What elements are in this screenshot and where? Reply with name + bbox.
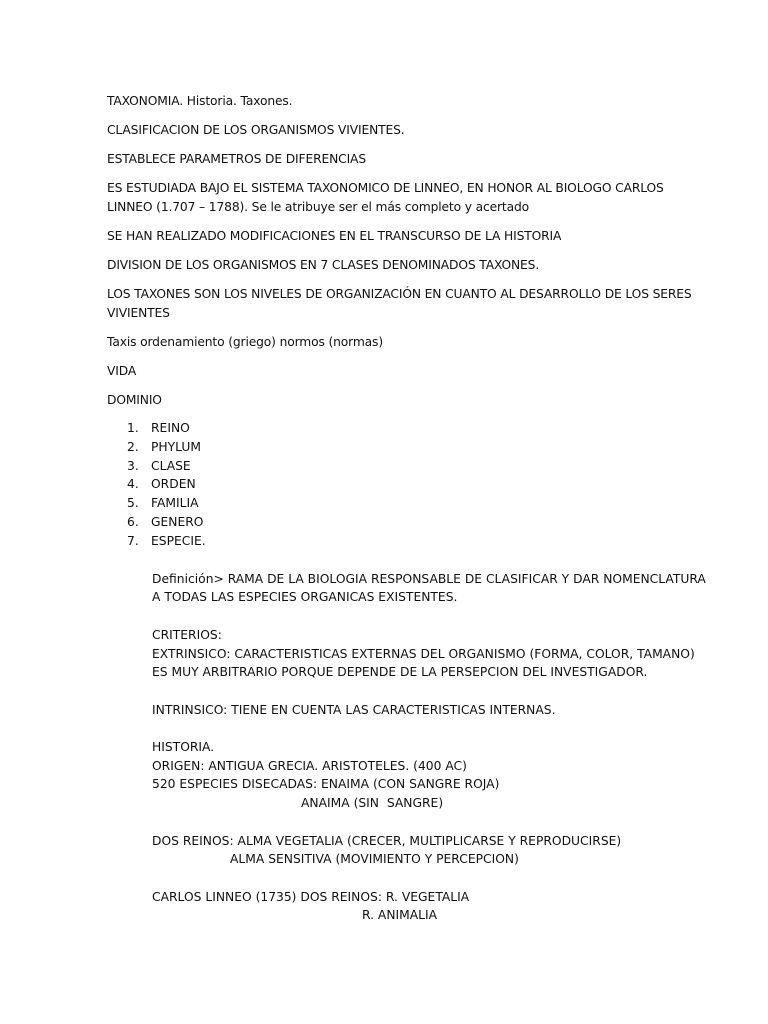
criteria-intrinsic: INTRINSICO: TIENE EN CUENTA LAS CARACTERISTICAS INTERNAS. — [152, 703, 556, 717]
taxa-list — [127, 419, 206, 551]
history-anaima: ANAIMA (SIN SANGRE) — [301, 796, 444, 810]
paragraph-taxon-levels-line-2: VIVIENTES — [107, 306, 170, 320]
history-heading: HISTORIA. — [152, 740, 215, 754]
linneo-kingdoms-line-2: R. ANIMALIA — [362, 908, 438, 922]
criteria-heading: CRITERIOS: — [152, 628, 222, 642]
paragraph-linneo-line-2: LINNEO (1.707 – 1788). Se le atribuye ser el más completo y acertado — [107, 200, 530, 214]
paragraph-modifications: SE HAN REALIZADO MODIFICACIONES EN EL TRANSCURSO DE LA HISTORIA — [107, 229, 562, 243]
criteria-extrinsic-line-2: ES MUY ARBITRARIO PORQUE DEPENDE DE LA PERSEPCION DEL INVESTIGADOR. — [152, 665, 648, 679]
paragraph-etymology: Taxis ordenamiento (griego) normos (normas) — [107, 335, 383, 349]
linneo-kingdoms-line-1: CARLOS LINNEO (1735) DOS REINOS: R. VEGETALIA — [152, 890, 470, 904]
paragraph-taxon-levels-line-1: LOS TAXONES SON LOS NIVELES DE ORGANIZACIÓN EN CUANTO AL DESARROLLO DE LOS SERES — [107, 287, 692, 301]
document-title: TAXONOMIA. Historia. Taxones. — [107, 94, 293, 108]
list-item: 4. ORDEN — [127, 477, 196, 492]
history-enaima: 520 ESPECIES DISECADAS: ENAIMA (CON SANGRE ROJA) — [152, 777, 500, 791]
list-item: 6. GENERO — [127, 514, 204, 529]
criteria-extrinsic-line-1: EXTRINSICO: CARACTERISTICAS EXTERNAS DEL ORGANISMO (FORMA, COLOR, TAMANO) — [152, 647, 695, 661]
two-kingdoms-line-1: DOS REINOS: ALMA VEGETALIA (CRECER, MULTIPLICARSE Y REPRODUCIRSE) — [152, 834, 622, 848]
label-vida: VIDA — [107, 364, 137, 378]
paragraph-classification: CLASIFICACION DE LOS ORGANISMOS VIVIENTES. — [107, 123, 405, 137]
paragraph-linneo-line-1: ES ESTUDIADA BAJO EL SISTEMA TAXONOMICO DE LINNEO, EN HONOR AL BIOLOGO CARLOS — [107, 181, 664, 195]
list-item: 5. FAMILIA — [127, 496, 199, 511]
list-item: 7. ESPECIE. — [127, 533, 206, 548]
paragraph-parameters: ESTABLECE PARAMETROS DE DIFERENCIAS — [107, 152, 366, 166]
definition-line-1: Definición> RAMA DE LA BIOLOGIA RESPONSABLE DE CLASIFICAR Y DAR NOMENCLATURA — [152, 572, 706, 586]
paragraph-division: DIVISION DE LOS ORGANISMOS EN 7 CLASES DENOMINADOS TAXONES. — [107, 258, 540, 272]
definition-line-2: A TODAS LAS ESPECIES ORGANICAS EXISTENTES. — [152, 590, 458, 604]
list-item: 3. CLASE — [127, 458, 191, 473]
list-item: 1. REINO — [127, 421, 190, 435]
label-dominio: DOMINIO — [107, 393, 162, 407]
list-item: 2. PHYLUM — [127, 439, 202, 454]
two-kingdoms-line-2: ALMA SENSITIVA (MOVIMIENTO Y PERCEPCION) — [230, 852, 519, 866]
history-origin: ORIGEN: ANTIGUA GRECIA. ARISTOTELES. (400 AC) — [152, 759, 467, 773]
